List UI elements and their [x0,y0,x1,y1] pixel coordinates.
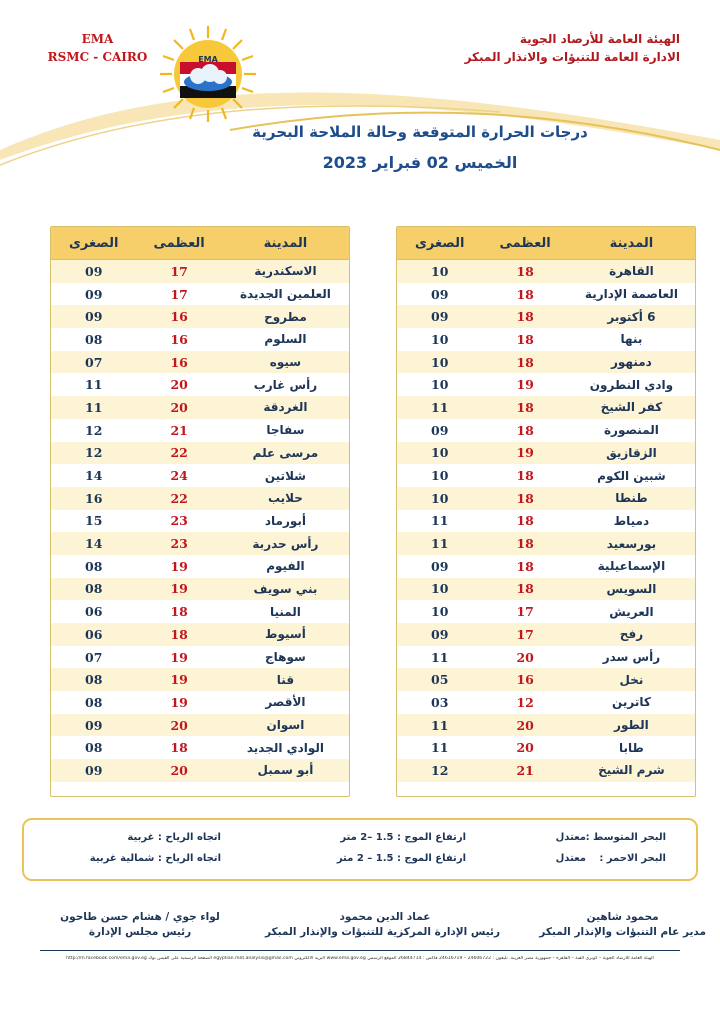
min-temp-cell: 03 [431,694,449,710]
city-cell: طابا [619,740,644,755]
city-cell: الزقازيق [606,445,657,460]
city-cell: أبورماد [264,513,306,528]
city-cell: مرسى علم [252,445,319,460]
min-temp-cell: 11 [431,513,449,529]
sea-state: معتدل [555,853,586,864]
table-row [397,578,695,601]
min-temp-cell: 16 [85,490,103,506]
max-temp-cell: 19 [170,649,188,665]
max-temp-cell: 19 [170,694,188,710]
city-cell: اسوان [266,718,305,733]
sea-name: البحر الاحمر : [599,853,666,864]
max-temp-cell: 18 [516,581,534,597]
signer-title: مدير عام التنبؤات والإنذار المبكر [539,926,706,938]
city-cell: العاصمة الإدارية [584,287,678,302]
org-header-right [380,30,680,66]
table-row [51,510,349,533]
table-row [51,305,349,328]
table-row [51,283,349,306]
header-min: الصغرى [414,235,465,251]
signer-name: لواء جوي / هشام حسن طاحون [60,911,220,923]
max-temp-cell: 20 [170,717,188,733]
bulletin-title: درجات الحرارة المتوقعة وحالة الملاحة البحرية [252,123,588,141]
max-temp-cell: 21 [170,422,188,438]
max-temp-cell: 20 [170,399,188,415]
header-city: المدينة [609,235,654,251]
table-row [51,419,349,442]
max-temp-cell: 18 [516,286,534,302]
header-max: العظمى [499,235,551,251]
city-cell: رفح [619,627,644,642]
ema-header-left [40,30,155,66]
max-temp-cell: 18 [516,331,534,347]
max-temp-cell: 18 [516,490,534,506]
max-temp-cell: 23 [170,536,188,552]
city-cell: بني سويف [253,581,318,596]
table-row [397,396,695,419]
min-temp-cell: 10 [431,581,449,597]
city-cell: سيوه [269,355,302,370]
table-row [397,442,695,465]
min-temp-cell: 08 [85,740,103,756]
city-cell: رأس غارب [253,377,318,392]
max-temp-cell: 20 [516,649,534,665]
table-row [397,373,695,396]
table-row [397,668,695,691]
wind-direction: اتجاه الرياح : غربية [127,832,221,843]
table-row [397,305,695,328]
max-temp-cell: 18 [516,399,534,415]
max-temp-cell: 18 [170,604,188,620]
city-cell: العريش [609,604,654,619]
min-temp-cell: 09 [431,309,449,325]
min-temp-cell: 12 [85,422,103,438]
max-temp-cell: 18 [516,422,534,438]
table-row [51,555,349,578]
wave-height: ارتفاع الموج : 1.5 –2 متر [340,832,466,843]
rsmc-label: RSMC - CAIRO [47,50,148,64]
min-temp-cell: 14 [85,468,103,484]
max-temp-cell: 20 [516,717,534,733]
org-name: الهيئة العامة للأرصاد الجوية [519,32,680,46]
table-row [397,736,695,759]
table-body [397,260,695,782]
min-temp-cell: 10 [431,377,449,393]
max-temp-cell: 23 [170,513,188,529]
table-row [51,759,349,782]
logo-text: EMA [198,55,218,64]
city-cell: المنيا [269,604,301,619]
min-temp-cell: 08 [85,558,103,574]
table-row [51,532,349,555]
city-cell: نخل [619,672,644,687]
table-row [397,510,695,533]
city-cell: الفيوم [266,559,305,574]
table-row [397,283,695,306]
city-cell: مطروح [264,309,307,324]
city-cell: السلوم [264,332,307,347]
table-row [51,668,349,691]
table-row [397,600,695,623]
min-temp-cell: 09 [431,422,449,438]
max-temp-cell: 21 [516,762,534,778]
city-cell: دمنهور [611,355,652,370]
ema-abbrev: EMA [81,32,114,46]
table-row [51,578,349,601]
max-temp-cell: 18 [170,740,188,756]
max-temp-cell: 12 [516,694,534,710]
city-cell: رأس حدربة [252,536,319,551]
table-row [397,419,695,442]
min-temp-cell: 05 [431,672,449,688]
min-temp-cell: 08 [85,331,103,347]
max-temp-cell: 17 [516,604,534,620]
city-cell: القاهرة [609,264,654,279]
min-temp-cell: 09 [431,286,449,302]
city-cell: رأس سدر [602,650,661,665]
table-row [397,351,695,374]
table-row [397,646,695,669]
min-temp-cell: 06 [85,626,103,642]
table-row [51,328,349,351]
max-temp-cell: 18 [516,558,534,574]
city-cell: سفاجا [266,423,305,438]
min-temp-cell: 09 [85,309,103,325]
min-temp-cell: 10 [431,445,449,461]
signature-chairman [40,910,240,940]
table-row [51,487,349,510]
signer-title: رئيس الإدارة المركزية للتنبؤات والإنذار المبكر [264,926,500,938]
city-cell: أسيوط [265,627,306,642]
signer-name: عماد الدين محمود [339,911,431,923]
wind-direction: اتجاه الرياح : شمالية غربية [89,853,221,864]
min-temp-cell: 11 [431,717,449,733]
signature-general-manager [539,910,706,940]
city-cell: قنا [276,672,295,687]
city-cell: الغردقة [263,400,308,415]
min-temp-cell: 11 [431,649,449,665]
min-temp-cell: 11 [431,740,449,756]
footer-divider [40,950,680,951]
max-temp-cell: 18 [516,468,534,484]
min-temp-cell: 09 [85,263,103,279]
table-row [51,373,349,396]
max-temp-cell: 18 [170,626,188,642]
min-temp-cell: 12 [85,445,103,461]
city-cell: الوادي الجديد [246,740,325,755]
table-row [51,351,349,374]
min-temp-cell: 10 [431,331,449,347]
city-cell: بورسعيد [606,536,657,551]
header-swoosh-decoration [0,0,720,175]
min-temp-cell: 15 [85,513,103,529]
table-row [397,555,695,578]
max-temp-cell: 18 [516,263,534,279]
table-row [397,691,695,714]
max-temp-cell: 19 [516,377,534,393]
table-row [51,623,349,646]
min-temp-cell: 09 [85,286,103,302]
table-row [397,623,695,646]
min-temp-cell: 10 [431,468,449,484]
city-cell: كاترين [612,695,651,710]
min-temp-cell: 09 [431,626,449,642]
max-temp-cell: 20 [170,377,188,393]
city-cell: طنطا [615,491,648,506]
city-cell: شلاتين [264,468,306,483]
table-row [397,464,695,487]
min-temp-cell: 11 [85,399,103,415]
footer-contact: الهيئة العامة للأرصاد الجوية – كوبري القبة – القاهرة – جمهورية مصر العربية. تليفون : 24606722 – 24616719 فاكس : 26844714 الموقع الرسمي www.ema.gov.eg البريد الالكتروني egyptian.met.analysis@gmail.com الصفحة الرسمية على الفيس بوك http://m.facebook.com/ema.gov.eg [66,956,654,961]
city-cell: شرم الشيخ [598,763,665,778]
min-temp-cell: 10 [431,354,449,370]
max-temp-cell: 17 [170,263,188,279]
city-cell: المنصورة [603,423,659,438]
min-temp-cell: 07 [85,354,103,370]
min-temp-cell: 06 [85,604,103,620]
min-temp-cell: 08 [85,672,103,688]
table-row [397,260,695,283]
sea-state-box [22,818,698,881]
city-cell: بنها [620,332,643,347]
table-row [51,714,349,737]
header-min: الصغرى [68,235,119,251]
city-cell: الاسكندرية [254,264,317,279]
ema-logo-icon [158,24,258,124]
min-temp-cell: 11 [431,536,449,552]
table-header [51,227,349,260]
max-temp-cell: 18 [516,354,534,370]
sea-row-mediterranean [24,832,696,852]
city-cell: الإسماعيلية [597,559,666,574]
table-row [51,600,349,623]
table-row [51,442,349,465]
max-temp-cell: 18 [516,513,534,529]
bulletin-date: الخميس 02 فبراير 2023 [322,153,518,172]
wave-height: ارتفاع الموج : 1.5 – 2 متر [336,853,466,864]
min-temp-cell: 08 [85,694,103,710]
table-row [397,759,695,782]
header-city: المدينة [263,235,308,251]
temperature-table-right [396,226,696,797]
temperature-table-left [50,226,350,797]
max-temp-cell: 16 [170,309,188,325]
min-temp-cell: 09 [85,762,103,778]
table-row [397,532,695,555]
min-temp-cell: 10 [431,490,449,506]
city-cell: شبين الكوم [597,468,666,483]
max-temp-cell: 18 [516,309,534,325]
city-cell: حلايب [267,491,303,506]
max-temp-cell: 16 [516,672,534,688]
header-max: العظمى [153,235,205,251]
city-cell: الأقصر [265,695,306,710]
min-temp-cell: 10 [431,604,449,620]
max-temp-cell: 20 [516,740,534,756]
signer-title: رئيس مجلس الإدارة [88,926,192,938]
min-temp-cell: 12 [431,762,449,778]
table-row [397,328,695,351]
max-temp-cell: 18 [516,536,534,552]
max-temp-cell: 20 [170,762,188,778]
city-cell: أبو سمبل [257,763,314,778]
max-temp-cell: 16 [170,354,188,370]
min-temp-cell: 09 [431,558,449,574]
dept-name: الادارة العامة للتنبؤات والانذار المبكر [464,50,680,64]
city-cell: الطور [614,718,649,733]
max-temp-cell: 19 [170,672,188,688]
min-temp-cell: 11 [431,399,449,415]
max-temp-cell: 22 [170,490,188,506]
sea-name: البحر المتوسط : [585,832,666,843]
min-temp-cell: 11 [85,377,103,393]
max-temp-cell: 17 [170,286,188,302]
max-temp-cell: 24 [170,468,188,484]
sea-state: معتدل [555,832,586,843]
min-temp-cell: 09 [85,717,103,733]
min-temp-cell: 08 [85,581,103,597]
table-row [51,736,349,759]
table-body [51,260,349,782]
table-row [51,464,349,487]
city-cell: كفر الشيخ [600,400,663,415]
table-row [397,487,695,510]
min-temp-cell: 14 [85,536,103,552]
table-row [51,260,349,283]
max-temp-cell: 19 [170,581,188,597]
city-cell: السويس [606,581,657,596]
max-temp-cell: 19 [516,445,534,461]
city-cell: العلمين الجديدة [239,287,331,302]
sea-row-red-sea [24,853,696,873]
table-row [51,691,349,714]
city-cell: 6 أكتوبر [607,309,656,324]
table-header [397,227,695,260]
max-temp-cell: 16 [170,331,188,347]
signer-name: محمود شاهين [586,911,659,923]
max-temp-cell: 19 [170,558,188,574]
city-cell: سوهاج [265,650,306,665]
table-row [51,396,349,419]
city-cell: دمياط [613,513,650,528]
city-cell: وادي النطرون [589,377,674,392]
max-temp-cell: 22 [170,445,188,461]
max-temp-cell: 17 [516,626,534,642]
min-temp-cell: 07 [85,649,103,665]
table-row [51,646,349,669]
table-row [397,714,695,737]
signature-central-admin [264,910,500,940]
min-temp-cell: 10 [431,263,449,279]
